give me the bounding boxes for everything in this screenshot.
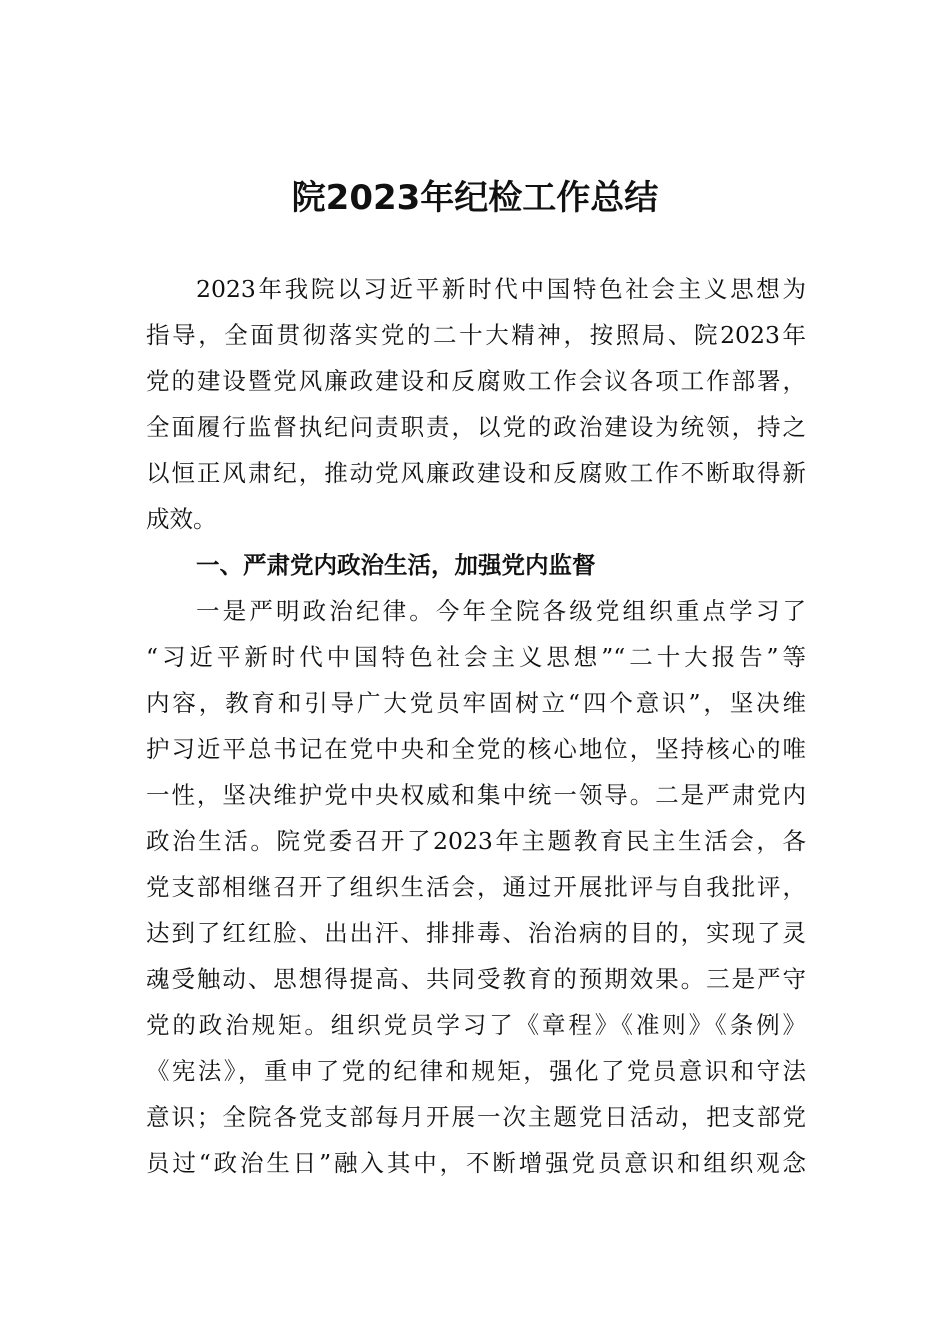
- intro-line-3: 党的建设暨党风廉政建设和反腐败工作会议各项工作部署，: [146, 367, 806, 395]
- intro-line-1: 2023年我院以习近平新时代中国特色社会主义思想为: [196, 275, 806, 303]
- intro-line-6: 成效。: [146, 505, 217, 533]
- section1-line-7: 党支部相继召开了组织生活会，通过开展批评与自我批评，: [146, 873, 806, 901]
- section1-line-9: 魂受触动、思想得提高、共同受教育的预期效果。三是严守: [146, 965, 806, 993]
- section1-line-1: 一是严明政治纪律。今年全院各级党组织重点学习了: [196, 597, 806, 625]
- section1-line-2: “习近平新时代中国特色社会主义思想”“二十大报告”等: [146, 643, 806, 671]
- section1-line-8: 达到了红红脸、出出汗、排排毒、治治病的目的，实现了灵: [146, 919, 806, 947]
- section1-line-11: 《宪法》，重申了党的纪律和规矩，强化了党员意识和守法: [146, 1057, 806, 1085]
- section1-line-10: 党的政治规矩。组织党员学习了《章程》《准则》《条例》: [146, 1011, 806, 1039]
- document-title: 院2023年纪检工作总结: [291, 178, 659, 218]
- section1-line-3: 内容，教育和引导广大党员牢固树立“四个意识”，坚决维: [146, 689, 806, 717]
- section-heading-1: 一、严肃党内政治生活，加强党内监督: [196, 551, 596, 579]
- section1-line-12: 意识；全院各党支部每月开展一次主题党日活动，把支部党: [146, 1103, 806, 1131]
- section1-line-4: 护习近平总书记在党中央和全党的核心地位，坚持核心的唯: [146, 735, 806, 763]
- section1-line-5: 一性，坚决维护党中央权威和集中统一领导。二是严肃党内: [146, 781, 806, 809]
- intro-line-2: 指导，全面贯彻落实党的二十大精神，按照局、院2023年: [146, 321, 806, 349]
- intro-line-4: 全面履行监督执纪问责职责，以党的政治建设为统领，持之: [146, 413, 806, 441]
- section1-line-13: 员过“政治生日”融入其中，不断增强党员意识和组织观念: [146, 1149, 806, 1177]
- section1-line-6: 政治生活。院党委召开了2023年主题教育民主生活会，各: [146, 827, 806, 855]
- intro-line-5: 以恒正风肃纪，推动党风廉政建设和反腐败工作不断取得新: [146, 459, 806, 487]
